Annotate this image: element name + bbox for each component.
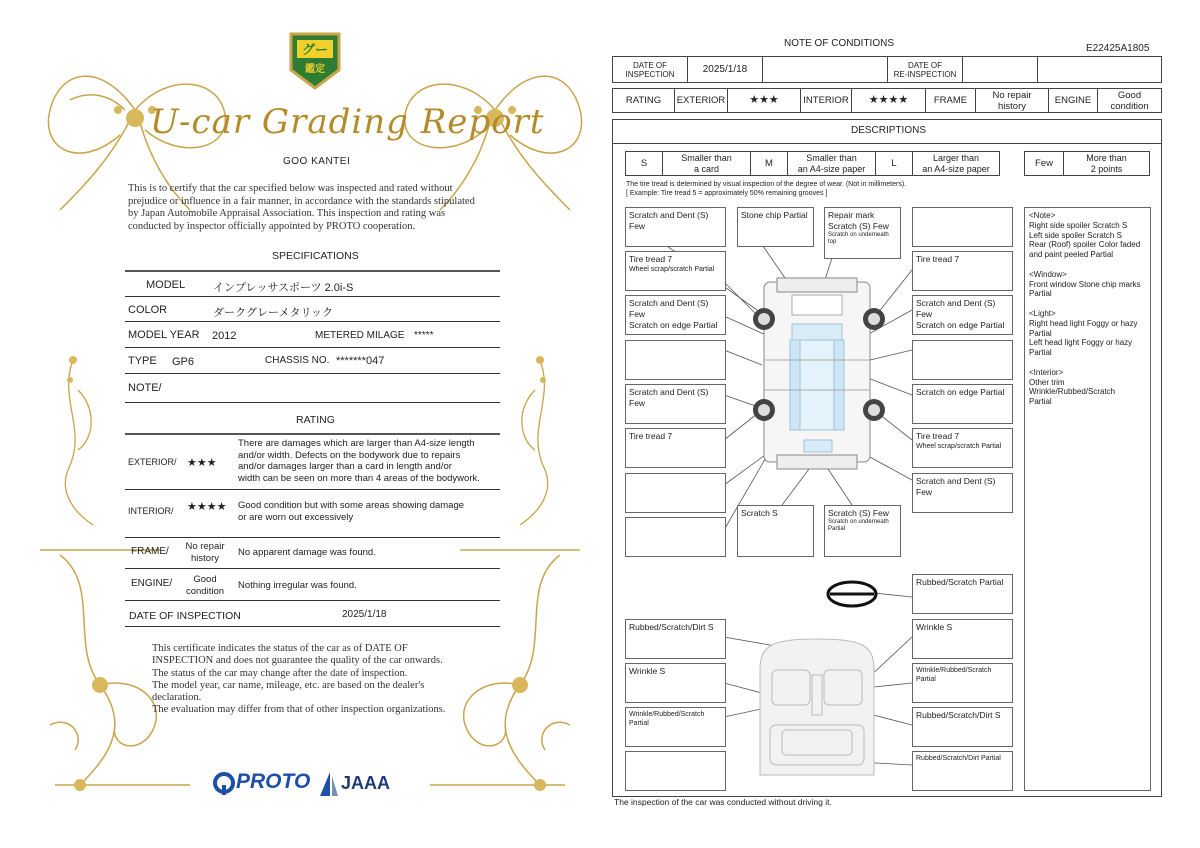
rating-label: RATING: [612, 88, 675, 113]
notes-panel: [1024, 207, 1151, 791]
note-line: Wrinkle/Rubbed/Scratch: [1029, 387, 1116, 397]
remark-box: Tire tread 7 Wheel scrap/scratch Partial: [625, 251, 726, 291]
note-label: NOTE/: [128, 382, 162, 394]
steering-wheel-icon: [828, 582, 876, 606]
note-line: Right head light Foggy or hazy: [1029, 318, 1138, 328]
model-label: MODEL: [146, 279, 186, 291]
engine-label: ENGINE/: [131, 578, 173, 589]
remark-box: Rubbed/Scratch Partial: [912, 574, 1013, 614]
legend-m-desc: Smaller than an A4-size paper: [787, 151, 876, 176]
note-line: Front window Stone chip marks: [1029, 279, 1141, 289]
note-line: Partial: [1029, 328, 1052, 338]
note-line: Partial: [1029, 348, 1052, 358]
legend-m: M: [750, 151, 788, 176]
remark-box: Scratch and Dent (S) Few Scratch on edge Partial: [625, 295, 726, 335]
frame-value: No repair history: [185, 541, 225, 564]
specifications-heading: SPECIFICATIONS: [272, 250, 359, 262]
note-line: [1029, 299, 1146, 309]
note-line: <Note>: [1029, 211, 1056, 220]
note-line: <Window>: [1029, 269, 1067, 279]
note-line: Right side spoiler Scratch S: [1029, 220, 1128, 230]
exterior-label: EXTERIOR/: [128, 457, 177, 467]
exterior-stars: ★★★: [187, 457, 217, 469]
proto-logo-text: PROTO: [236, 770, 311, 793]
certificate-footer: This certificate indicates the status of the car as of DATE OF INSPECTION and does not guarantee the quality of the car onwards. The status of the car may change after the date of inspection. The model year, car name, mileage, etc. are based on the dealer's declaration. The evaluation may differ from that of other inspection organizations.: [152, 643, 446, 716]
note-line: Rear (Roof) spoiler Color faded: [1029, 240, 1141, 250]
remark-box: Rubbed/Scratch/Dirt S: [912, 707, 1013, 747]
note-line: Other trim: [1029, 377, 1065, 387]
tire-note: The tire tread is determined by visual inspection of the degree of wear. (Not in millimeters). [ Example: Tire tread 5 = approximately 50% remaining grooves ]: [626, 181, 907, 197]
divider: [125, 600, 500, 601]
scroll-ornament-left: [48, 350, 108, 530]
frame-description: No apparent damage was found.: [238, 547, 376, 558]
note-line: and paint peeled Partial: [1029, 250, 1114, 260]
note-line: Left side spoiler Scratch S: [1029, 230, 1122, 240]
jaaa-logo-icon: [318, 770, 340, 798]
note-line: [1029, 260, 1146, 270]
remark-box: Rubbed/Scratch/Dirt S: [625, 619, 726, 659]
proto-logo-icon: [213, 772, 235, 796]
divider: [125, 321, 500, 322]
svg-text:グー: グー: [301, 43, 329, 58]
interior-description: Good condition but with some areas showing damage or are worn out excessively: [238, 500, 465, 523]
legend-l-desc: Larger than an A4-size paper: [912, 151, 1000, 176]
remark-box: Wrinkle/Rubbed/Scratch Partial: [625, 707, 726, 747]
divider: [125, 270, 500, 272]
remark-box: Stone chip Partial: [737, 207, 814, 247]
divider: [125, 296, 500, 297]
remark-box: Scratch on edge Partial: [912, 384, 1013, 424]
frame-value: No repair history: [975, 88, 1049, 113]
model-value: インプレッサスポーツ 2.0i-S: [213, 282, 354, 294]
metered-milage-label: METERED MILAGE: [315, 330, 405, 341]
frame-label: FRAME/: [131, 546, 169, 557]
divider: [125, 347, 500, 348]
color-value: ダークグレーメタリック: [213, 307, 334, 319]
re-inspection-label: DATE OF RE-INSPECTION: [887, 56, 963, 83]
svg-text:鑑定: 鑑定: [305, 64, 325, 75]
remark-box: Tire tread 7: [625, 428, 726, 468]
model-year-label: MODEL YEAR: [128, 329, 200, 341]
interior-stars: ★★★★: [187, 501, 227, 513]
remark-box: [912, 340, 1013, 380]
remark-box: [625, 517, 726, 557]
remark-box: [625, 751, 726, 791]
type-value: GP6: [172, 356, 195, 368]
note-line: Partial: [1029, 397, 1052, 407]
remark-box: Rubbed/Scratch/Dirt Partial: [912, 751, 1013, 791]
remark-box: Scratch and Dent (S) Few: [912, 473, 1013, 513]
interior-label: INTERIOR/: [128, 506, 174, 516]
divider: [125, 402, 500, 403]
exterior-label: EXTERIOR: [674, 88, 728, 113]
certificate-intro: This is to certify that the car specified below was inspected and rated without prejudice or influence in a fair manner, in accordance with the standards stipulated by Japan Automobile Appraisal Association. This inspection and rating was conducted by inspector officially appointed by PROTO cooperation.: [128, 183, 475, 232]
descriptions-heading: DESCRIPTIONS: [851, 125, 927, 136]
blank-cell: [762, 56, 888, 83]
remark-box: Wrinkle/Rubbed/Scratch Partial: [912, 663, 1013, 703]
remark-box: Scratch and Dent (S) Few: [625, 207, 726, 247]
remark-box: Wrinkle S: [625, 663, 726, 703]
date-of-inspection-label: DATE OF INSPECTION: [129, 610, 241, 622]
scroll-ornament-right: [505, 350, 565, 530]
remark-box: Scratch (S) Few Scratch on underneath Partial: [824, 505, 901, 557]
engine-label: ENGINE: [1048, 88, 1098, 113]
remark-box: [625, 473, 726, 513]
color-label: COLOR: [128, 304, 168, 316]
note-line: <Interior>: [1029, 367, 1064, 377]
engine-value: Good condition: [1097, 88, 1162, 113]
jaaa-logo-text: JAAA: [341, 773, 391, 793]
certificate-subtitle: GOO KANTEI: [283, 156, 351, 167]
date-of-inspection-label: DATE OF INSPECTION: [612, 56, 688, 83]
certificate-title: U-car Grading Report: [150, 102, 545, 142]
note-line: Left head light Foggy or hazy: [1029, 338, 1133, 348]
legend-s: S: [625, 151, 663, 176]
date-of-inspection-value: 2025/1/18: [342, 609, 387, 620]
remark-box: [912, 207, 1013, 247]
remark-box: Wrinkle S: [912, 619, 1013, 659]
report-id: E22425A1805: [1086, 43, 1150, 54]
divider: [125, 626, 500, 627]
engine-description: Nothing irregular was found.: [238, 580, 357, 591]
divider: [125, 489, 500, 490]
divider: [125, 537, 500, 538]
floral-ornament-bottom-right: [430, 545, 580, 795]
remark-box: Scratch and Dent (S) Few Scratch on edge Partial: [912, 295, 1013, 335]
date-of-inspection-value: 2025/1/18: [687, 56, 763, 83]
model-year-value: 2012: [212, 330, 237, 342]
remark-box: Scratch S: [737, 505, 814, 557]
goo-kantei-badge-icon: [287, 30, 343, 92]
metered-milage-value: *****: [414, 330, 434, 341]
re-inspection-value: [962, 56, 1038, 83]
interior-label: INTERIOR: [800, 88, 852, 113]
chassis-value: *******047: [336, 355, 385, 367]
engine-value: Good condition: [185, 574, 225, 597]
remark-box: Repair mark Scratch (S) Few Scratch on underneath top: [824, 207, 901, 259]
divider: [125, 373, 500, 374]
interior-stars: ★★★★: [851, 88, 926, 113]
legend-few-desc: More than 2 points: [1063, 151, 1150, 176]
legend-l: L: [875, 151, 913, 176]
chassis-label: CHASSIS NO.: [265, 355, 330, 366]
frame-label: FRAME: [925, 88, 976, 113]
remark-box: [625, 340, 726, 380]
divider: [125, 568, 500, 569]
remark-box: Scratch and Dent (S) Few: [625, 384, 726, 424]
note-line: Partial: [1029, 289, 1052, 299]
exterior-description: There are damages which are larger than A4-size length and/or width. Defects on the bodywork due to repairs and/or damages larger than a card in length and/or width can be seen on more than 4 areas of the bodywork.: [238, 438, 480, 484]
divider: [125, 433, 500, 435]
legend-s-desc: Smaller than a card: [662, 151, 751, 176]
rating-heading: RATING: [296, 414, 335, 426]
remark-box: Tire tread 7 Wheel scrap/scratch Partial: [912, 428, 1013, 468]
note-line: [1029, 358, 1146, 368]
footer-note: The inspection of the car was conducted without driving it.: [614, 797, 832, 807]
conditions-heading: NOTE OF CONDITIONS: [784, 38, 894, 49]
notes-list: [1029, 211, 1146, 407]
type-label: TYPE: [128, 355, 157, 367]
legend-few: Few: [1024, 151, 1064, 176]
remark-box: Tire tread 7: [912, 251, 1013, 291]
exterior-stars: ★★★: [727, 88, 801, 113]
note-line: <Light>: [1029, 308, 1056, 318]
